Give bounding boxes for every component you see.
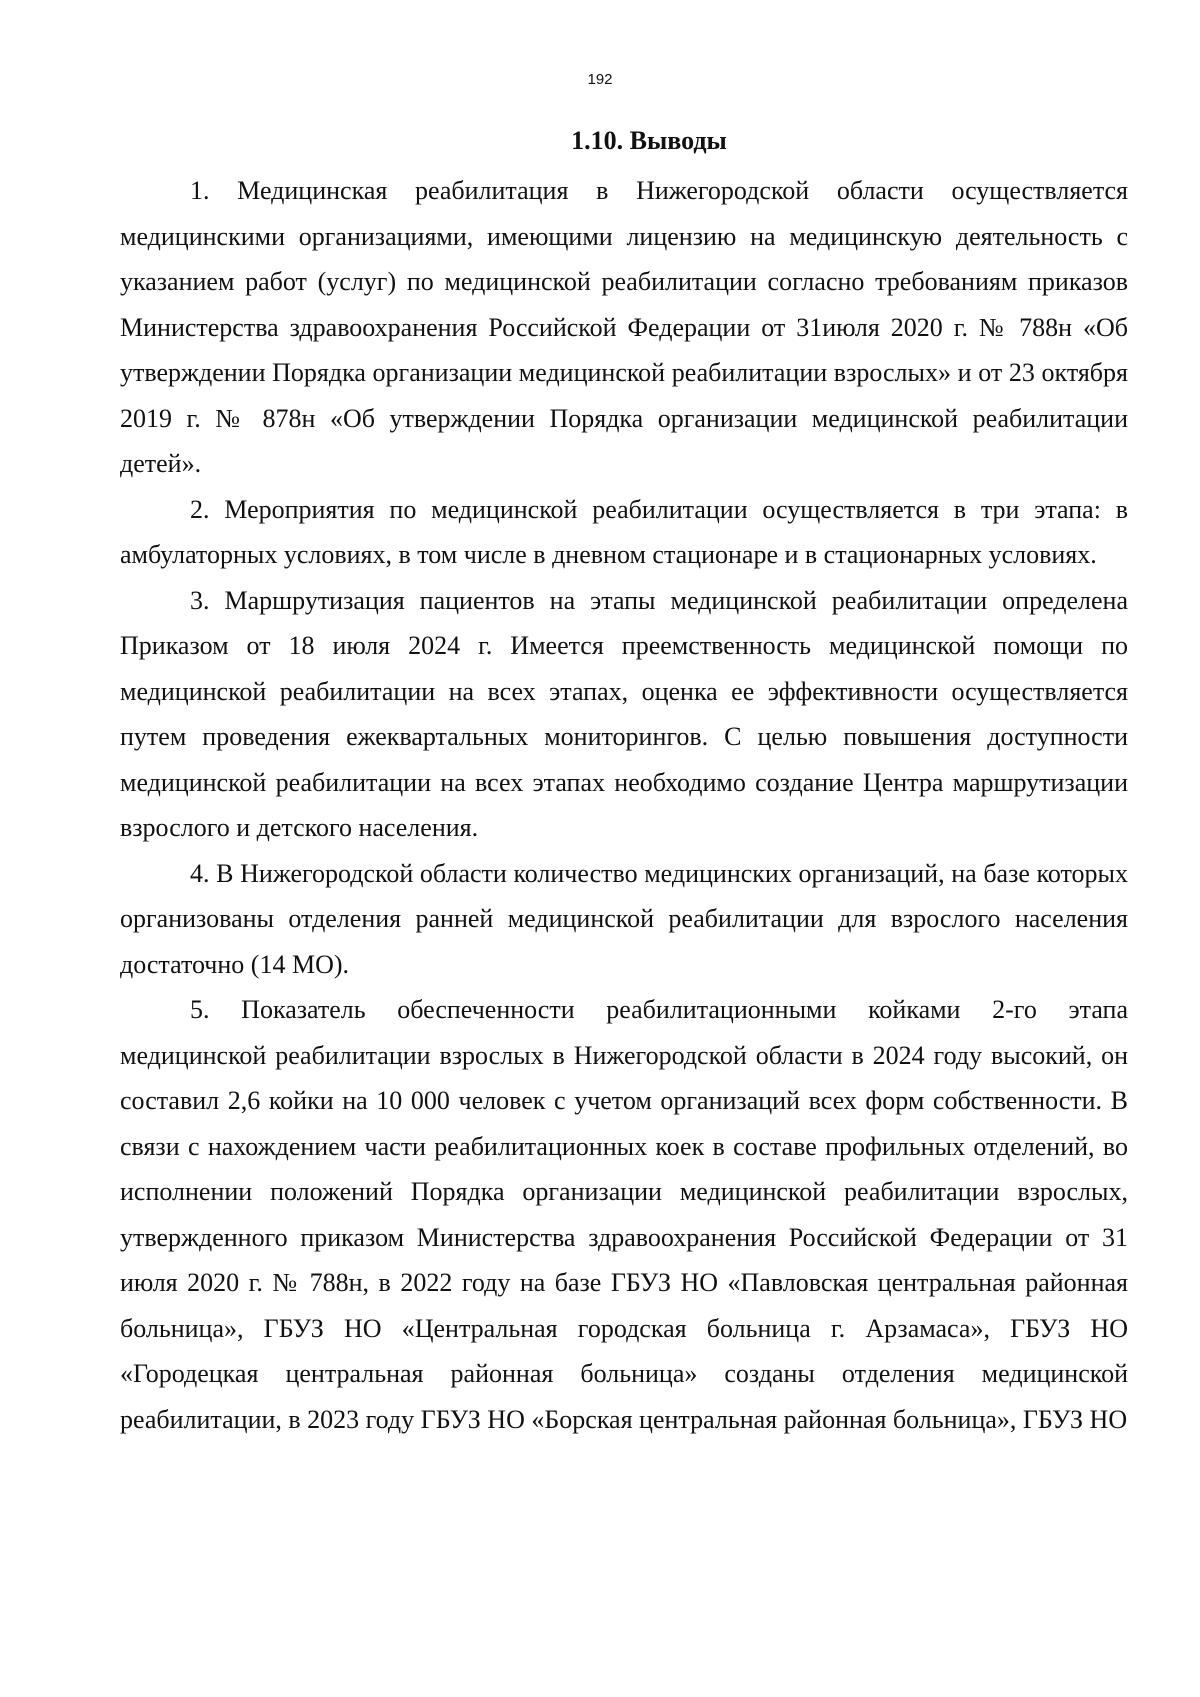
conclusion-paragraph-3: 3. Маршрутизация пациентов на этапы медицинской реабилитации определена Приказом от 18 июля 2024 г. Имеется преемственность медицинской помощи по медицинской реабилитации на всех этапах, оценка ее эффективности осуществляется путем проведения ежеквартальных мониторингов. С целью повышения доступности медицинской реабилитации на всех этапах необходимо создание Центра маршрутизации взрослого и детского населения. xyxy=(120,585,1128,842)
conclusion-paragraph-2: 2. Мероприятия по медицинской реабилитации осуществляется в три этапа: в амбулаторных условиях, в том числе в дневном стационаре и в стационарных условиях. xyxy=(120,494,1128,569)
conclusion-paragraph-4: 4. В Нижегородской области количество медицинских организаций, на базе которых организованы отделения ранней медицинской реабилитации для взрослого населения достаточно (14 МО). xyxy=(120,858,1128,979)
conclusion-paragraph-1: 1. Медицинская реабилитация в Нижегородской области осуществляется медицинскими организациями, имеющими лицензию на медицинскую деятельность с указанием работ (услуг) по медицинской реабилитации согласно требованиям приказов Министерства здравоохранения Российской Федерации от 31июля 2020 г. № 788н «Об утверждении Порядка организации медицинской реабилитации взрослых» и от 23 октября 2019 г. № 878н «Об утверждении Порядка организации медицинской реабилитации детей». xyxy=(120,176,1128,478)
conclusion-paragraph-5: 5. Показатель обеспеченности реабилитационными койками 2-го этапа медицинской реабилитации взрослых в Нижегородской области в 2024 году высокий, он составил 2,6 койки на 10 000 человек с учетом организаций всех форм собственности. В связи с нахождением части реабилитационных коек в составе профильных отделений, во исполнении положений Порядка организации медицинской реабилитации взрослых, утвержденного приказом Министерства здравоохранения Российской Федерации от 31 июля 2020 г. № 788н, в 2022 году на базе ГБУЗ НО «Павловская центральная районная больница», ГБУЗ НО «Центральная городская больница г. Арзамаса», ГБУЗ НО «Городецкая центральная районная больница» созданы отделения медицинской реабилитации, в 2023 году ГБУЗ НО «Борская центральная районная больница», ГБУЗ НО xyxy=(120,995,1128,1434)
page-number: 192 xyxy=(587,71,613,88)
section-title: 1.10. Выводы xyxy=(571,126,727,155)
document-body xyxy=(120,168,1128,1442)
